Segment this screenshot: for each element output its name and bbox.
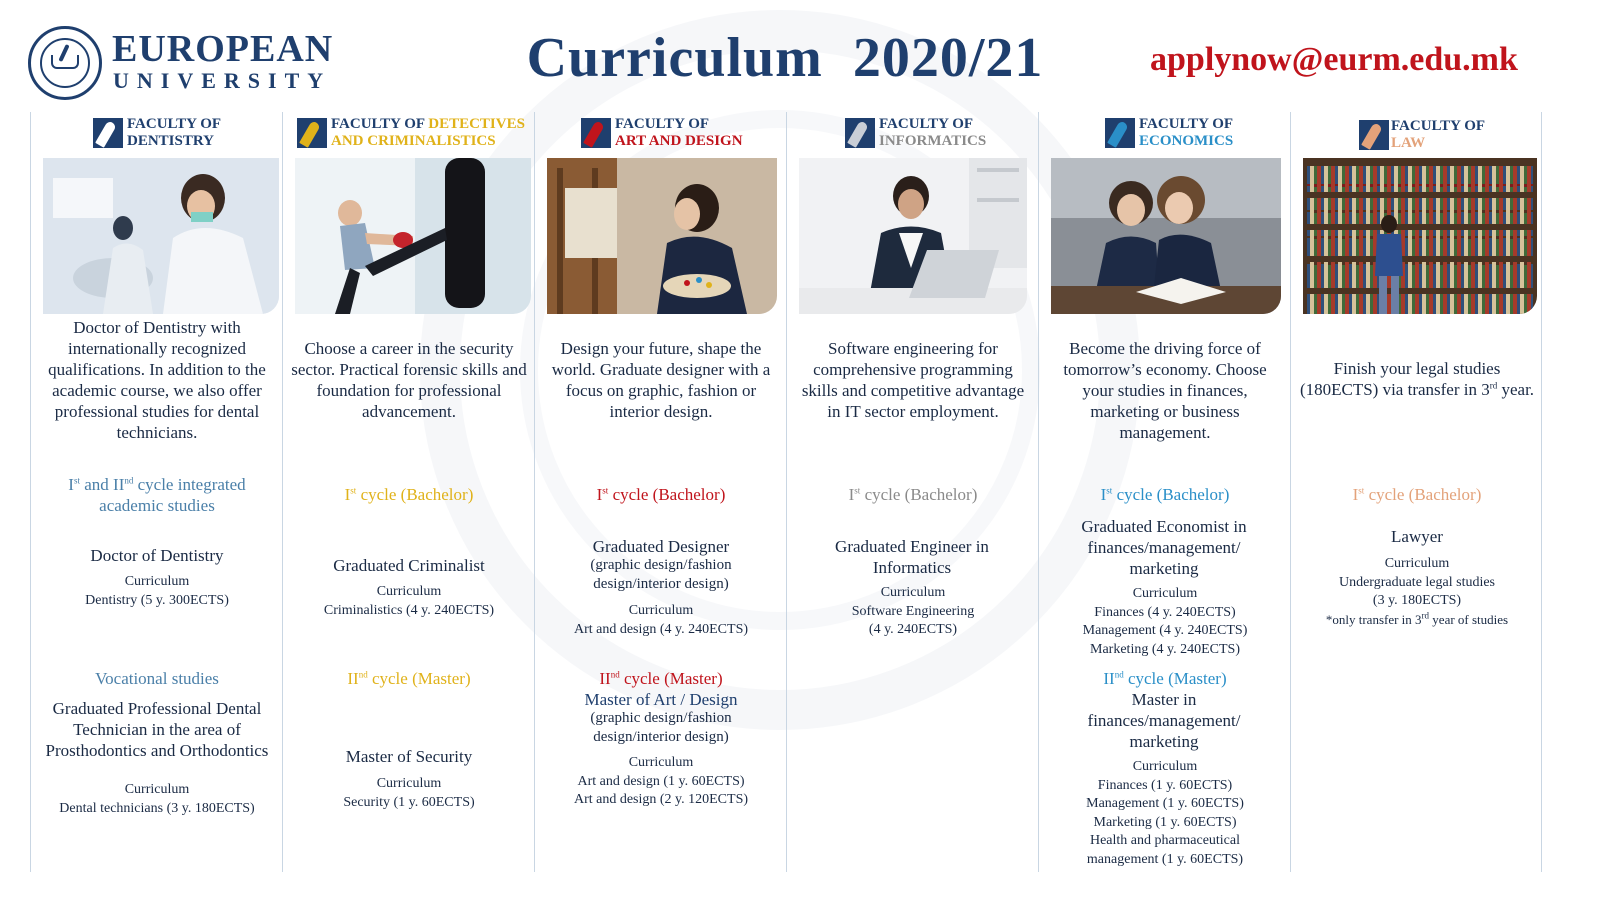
informatics-photo [799,158,1027,314]
faculty-header [31,114,283,154]
degree-title: Lawyer [1391,527,1443,546]
curriculum-line[interactable]: Dentistry (5 y. 300ECTS) [85,592,229,608]
faculty-description: Software engineering for comprehensive programming skills and competitive advantage in IT sector employment. [801,339,1025,421]
logo-name: EUROPEAN [112,28,334,70]
faculty-header [535,114,787,154]
curriculum-block [1041,758,1289,869]
faculty-column-law [1290,112,1542,872]
cycle-heading: Ist cycle (Bachelor) [1352,485,1482,504]
cycle-heading: IInd cycle (Master) [1103,669,1227,688]
cycle-heading: Ist and IInd cycle integrated academic studies [68,475,246,515]
degree-title: Master of Art / Design [584,690,738,709]
curriculum-block [1041,585,1289,659]
degree-title: Graduated Designer [592,537,730,556]
faculty-description: Become the driving force of tomorrow’s economy. Choose your studies in finances, marketing or business management. [1063,339,1267,442]
faculty-description: Doctor of Dentistry with internationally recognized qualifications. In addition to the academic course, we also offer professional studies for dental technicians. [48,318,266,442]
curriculum-block [33,573,281,610]
faculty-description: Finish your legal studies (180ECTS) via transfer in 3rd year. [1299,359,1535,399]
art-design-photo [547,158,777,314]
faculty-title: FACULTY OF INFORMATICS [879,116,987,149]
faculty-description: Choose a career in the security sector. Practical forensic skills and foundation for professional advancement. [291,339,527,421]
degree-note: (graphic design/fashion design/interior design) [590,710,732,745]
faculty-title: FACULTY OF DETECTIVES AND CRIMINALISTICS [331,116,525,149]
degree-note: (graphic design/fashion design/interior design) [590,557,732,592]
cycle-heading: Ist cycle (Bachelor) [344,485,474,504]
degree-title: Graduated Criminalist [333,556,485,575]
feather-quill-icon [1105,118,1135,148]
curriculum-heading: Curriculum [124,574,190,589]
curriculum-heading: Curriculum [1384,556,1450,571]
curriculum-line[interactable]: management (1 y. 60ECTS) [1086,851,1244,867]
curriculum-line[interactable]: Dental technicians (3 y. 180ECTS) [59,800,255,816]
degree-title: Graduated Engineer in Informatics [835,537,989,577]
cycle-heading: Ist cycle (Bachelor) [596,485,726,504]
faculty-columns [30,112,1542,872]
logo-subtitle: UNIVERSITY [113,68,332,93]
header [0,0,1600,112]
faculty-column-economics [1038,112,1290,872]
curriculum-heading: Curriculum [628,755,694,770]
page-title: Curriculum 2020/21 [526,27,1044,89]
cycle-heading: Ist cycle (Bachelor) [1100,485,1230,504]
cycle-heading: Vocational studies [95,669,219,688]
curriculum-line[interactable]: Management (1 y. 60ECTS) [1086,796,1244,811]
curriculum-block [537,754,785,810]
faculty-column-informatics [786,112,1038,872]
curriculum-line[interactable]: Marketing (1 y. 60ECTS) [1093,814,1237,830]
curriculum-line[interactable]: Security (1 y. 60ECTS) [343,794,475,810]
curriculum-line[interactable]: Software Engineering [851,603,975,619]
degree-title: Graduated Professional Dental Technician in the area of Prosthodontics and Orthodontics [45,699,269,760]
curriculum-block [789,584,1037,640]
curriculum-line[interactable]: Art and design (1 y. 60ECTS) [577,773,745,789]
curriculum-line[interactable]: Finances (1 y. 60ECTS) [1097,777,1233,793]
degree-title: Master of Security [345,747,473,766]
curriculum-block [33,781,281,818]
cycle-heading: IInd cycle (Master) [347,669,471,688]
feather-quill-icon [1359,120,1389,150]
criminalistics-photo [295,158,531,314]
faculty-title: FACULTY OF DENTISTRY [127,116,222,149]
curriculum-heading: Curriculum [880,585,946,600]
curriculum-block [1293,555,1541,629]
faculty-title: FACULTY OF ECONOMICS [1139,116,1234,149]
faculty-title: FACULTY OF ART AND DESIGN [615,116,743,149]
feather-quill-icon [581,118,611,148]
curriculum-line[interactable]: Health and pharmaceutical [1089,833,1241,848]
economics-photo [1051,158,1281,314]
faculty-header [1039,114,1291,154]
dentistry-photo [43,158,279,314]
curriculum-heading: Curriculum [1132,759,1198,774]
curriculum-line[interactable]: Art and design (4 y. 240ECTS) [573,621,749,637]
feather-quill-icon [297,118,327,148]
curriculum-heading: Curriculum [376,776,442,791]
faculty-header [283,114,535,154]
curriculum-line[interactable]: (4 y. 240ECTS) [868,622,958,637]
feather-quill-icon [93,118,123,148]
curriculum-heading: Curriculum [124,782,190,797]
curriculum-block [285,583,533,620]
cycle-heading: Ist cycle (Bachelor) [848,485,978,504]
curriculum-line[interactable]: (3 y. 180ECTS) [1372,593,1462,608]
feather-quill-icon [845,118,875,148]
curriculum-heading: Curriculum [1132,586,1198,601]
faculty-column-dentistry [30,112,282,872]
curriculum-note: *only transfer in 3rd year of studies [1325,610,1509,627]
curriculum-line[interactable]: Criminalistics (4 y. 240ECTS) [323,602,495,618]
curriculum-line[interactable]: Management (4 y. 240ECTS) [1082,623,1248,638]
faculty-header [1291,114,1543,154]
apply-email[interactable]: applynow@eurm.edu.mk [1150,41,1518,78]
law-library-photo [1303,158,1537,314]
faculty-title: FACULTY OF LAW [1391,118,1486,151]
cycle-heading: IInd cycle (Master) [599,669,723,688]
curriculum-heading: Curriculum [628,603,694,618]
faculty-description: Design your future, shape the world. Graduate designer with a focus on graphic, fashion or interior design. [551,339,771,421]
university-seal-logo [28,26,102,100]
curriculum-line[interactable]: Art and design (2 y. 120ECTS) [573,792,749,807]
faculty-column-criminalistics [282,112,534,872]
curriculum-line[interactable]: Marketing (4 y. 240ECTS) [1090,641,1240,657]
curriculum-line[interactable]: Finances (4 y. 240ECTS) [1094,604,1236,620]
curriculum-block [285,775,533,812]
faculty-column-art-design [534,112,786,872]
curriculum-line[interactable]: Undergraduate legal studies [1338,574,1496,590]
degree-title: Master in finances/management/ marketing [1087,690,1241,751]
degree-title: Doctor of Dentistry [90,546,224,565]
curriculum-heading: Curriculum [376,584,442,599]
curriculum-block [537,602,785,639]
faculty-header [787,114,1039,154]
degree-title: Graduated Economist in finances/management/ marketing [1081,517,1247,578]
